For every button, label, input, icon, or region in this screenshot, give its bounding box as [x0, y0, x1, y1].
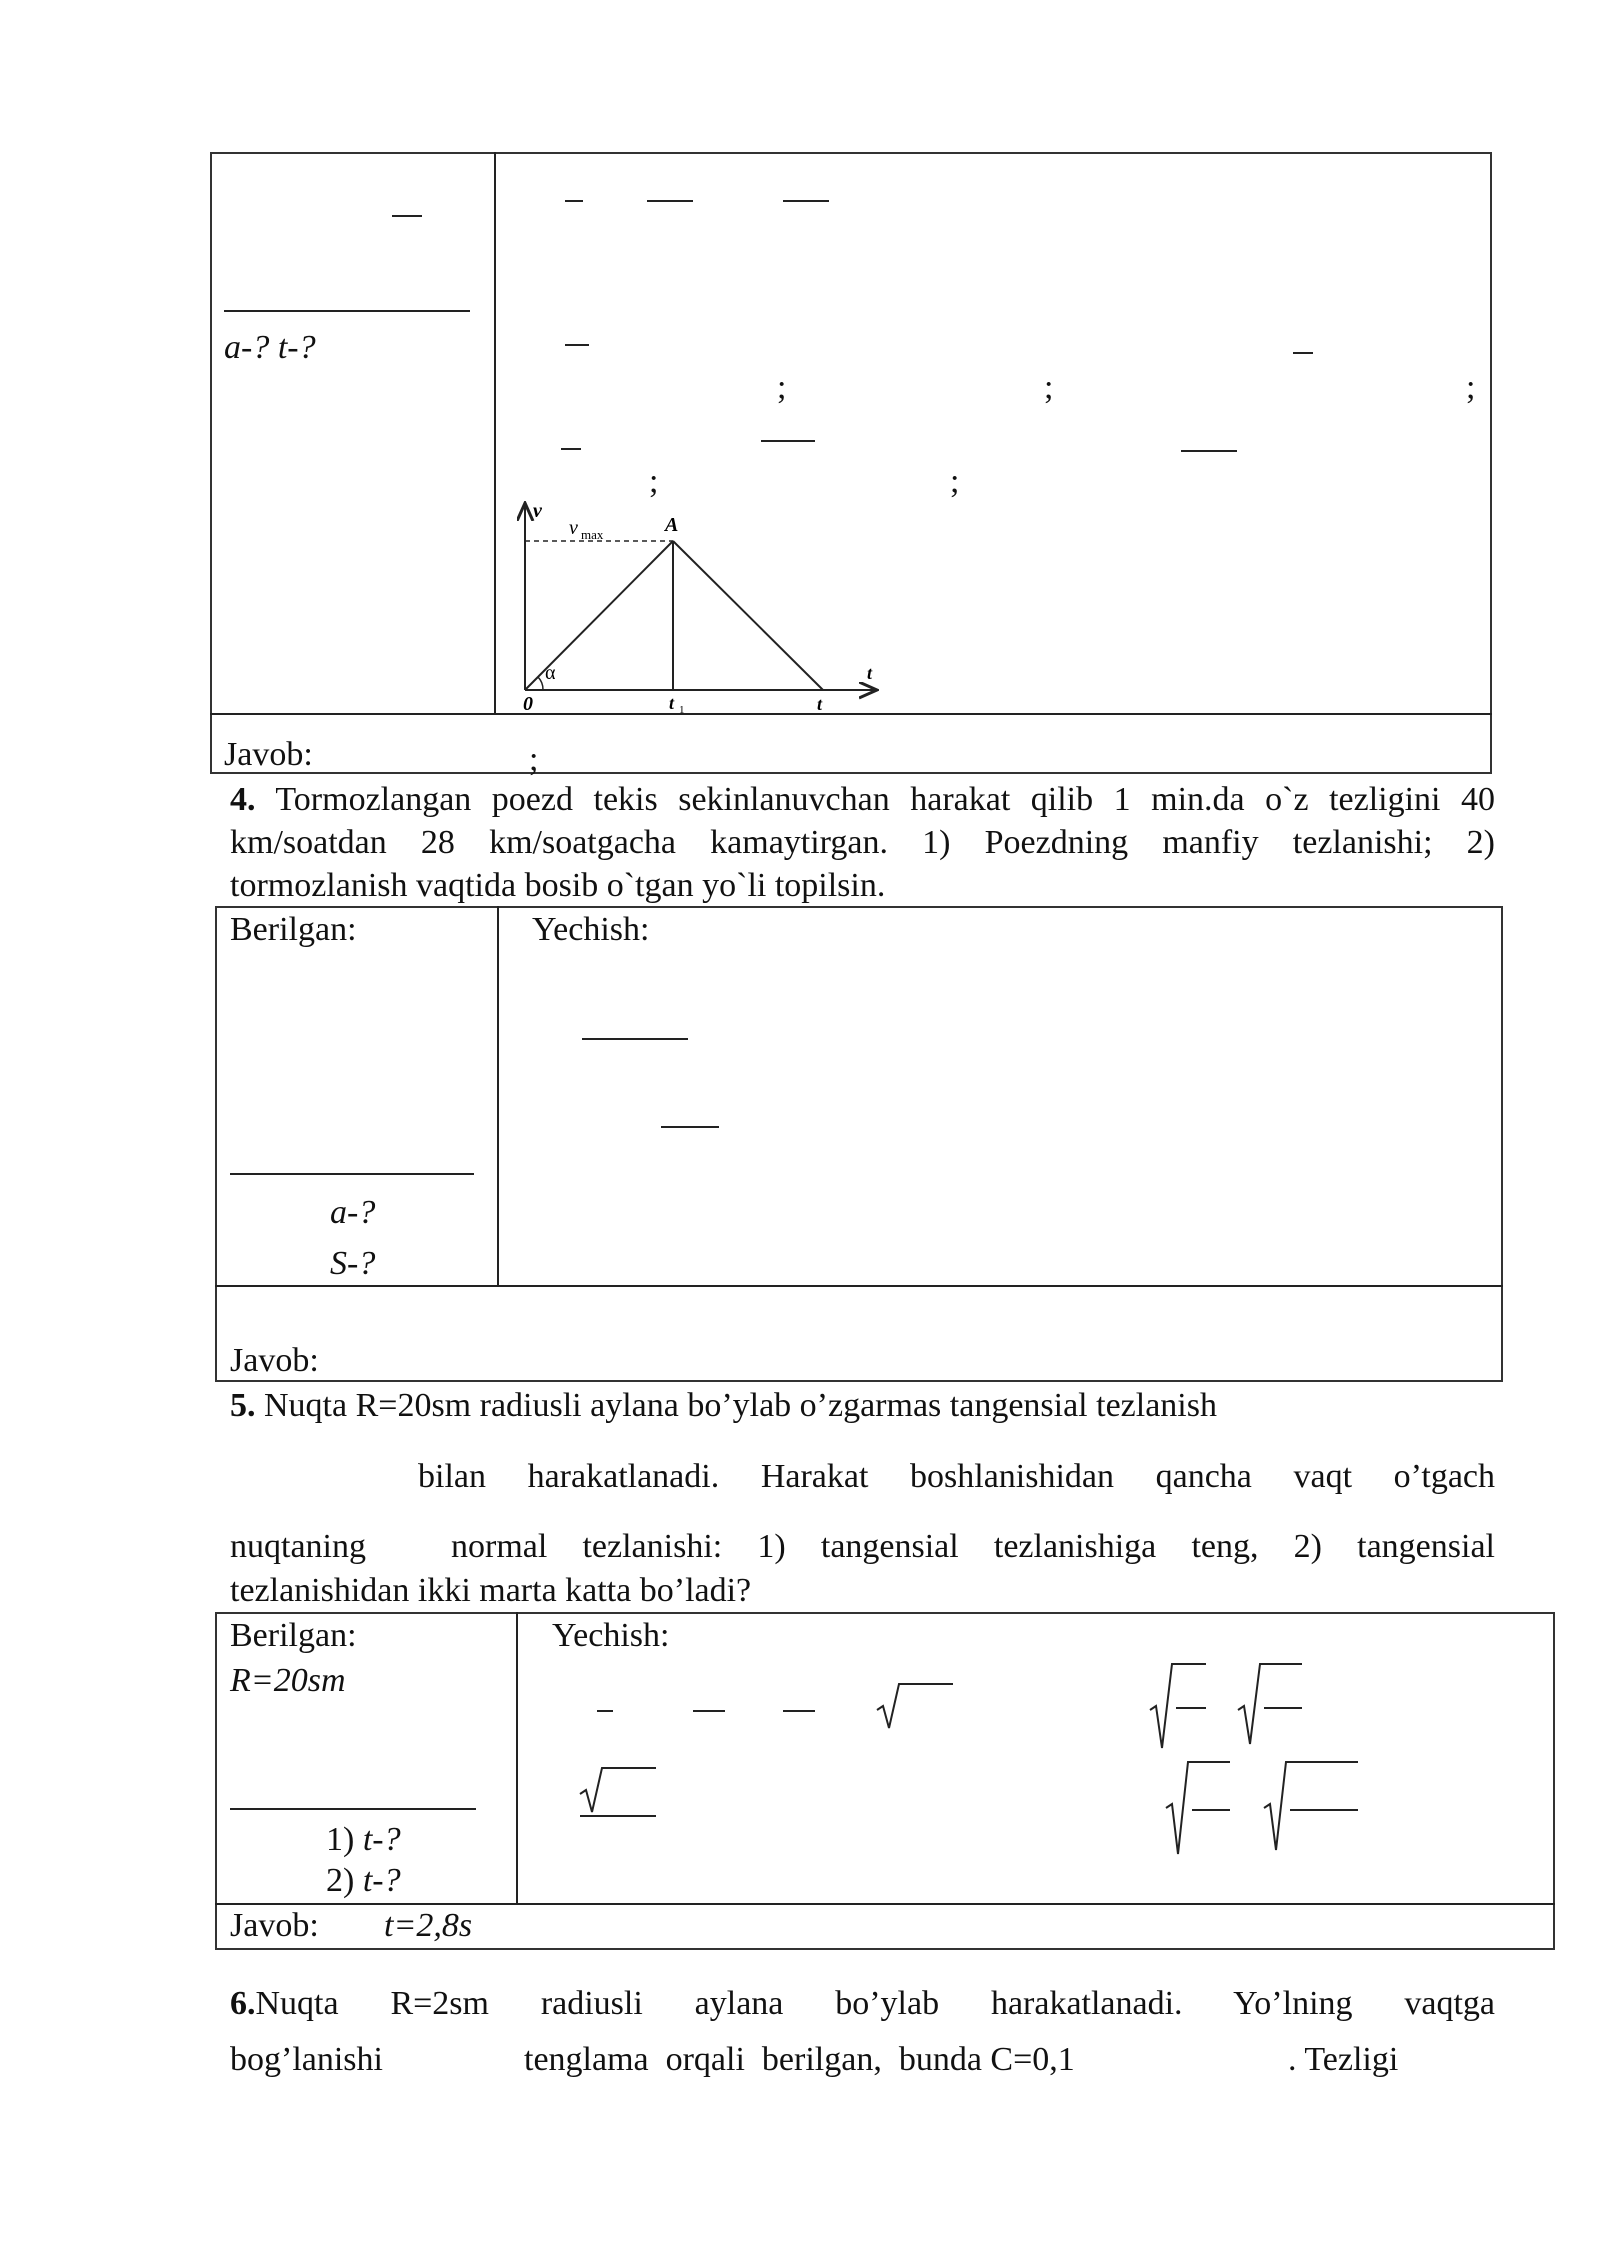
t1-label: t [669, 693, 675, 713]
solution-fraction-bar [565, 344, 589, 346]
problem6-line2c: . Tezligi [1288, 2041, 1399, 2078]
problem5-given-radius: R=20sm [230, 1662, 346, 1699]
radical-sign [578, 1760, 658, 1820]
vmax-label: v [569, 517, 578, 539]
problem6-line2a: bog’lanishi [230, 2041, 383, 2078]
problem3-answer-separator: ; [529, 741, 539, 778]
t1-subscript: 1 [679, 704, 685, 715]
solution-fraction-bar [1293, 352, 1313, 354]
solution-fraction-bar [661, 1126, 719, 1128]
problem5-answer-divider [215, 1903, 1555, 1905]
x-axis-label: t [867, 663, 873, 683]
problem5-answer-label: Javob: [230, 1907, 319, 1944]
problem3-answer-label: Javob: [224, 736, 313, 773]
semicolon: ; [1044, 369, 1054, 406]
problem5-text-line4: tezlanishidan ikki marta katta bo’ladi? [230, 1572, 752, 1609]
problem4-answer-label: Javob: [230, 1342, 319, 1379]
solution-fraction-bar [693, 1710, 725, 1712]
unknown2-text: t-? [362, 1862, 401, 1899]
problem4-column-divider [497, 906, 499, 1286]
given-separator-line [224, 310, 470, 312]
velocity-time-graph [505, 495, 885, 715]
problem5-answer-value: t=2,8s [384, 1907, 473, 1944]
solution-fraction-bar [597, 1710, 613, 1712]
solution-fraction-bar [783, 200, 829, 202]
problem4-solution-label: Yechish: [532, 911, 650, 948]
given-separator-line [230, 1808, 476, 1810]
vmax-subscript: max [581, 527, 604, 542]
given-separator-line [230, 1173, 474, 1175]
problem6-number: 6. [230, 1985, 256, 2022]
unknown1-text: t-? [362, 1821, 401, 1858]
angle-arc [538, 677, 543, 690]
origin-label: 0 [523, 693, 533, 715]
solution-fraction-bar [783, 1710, 815, 1712]
problem3-unknowns: a-? t-? [224, 329, 316, 366]
problem4-table [215, 906, 1503, 1382]
solution-fraction-bar [561, 448, 581, 450]
semicolon: ; [950, 463, 960, 500]
problem4-given-label: Berilgan: [230, 911, 357, 948]
solution-fraction-bar [761, 440, 815, 442]
problem5-statement-line1 [230, 1386, 1217, 1426]
unknown1-number: 1) [326, 1821, 355, 1858]
solution-fraction-bar [647, 200, 693, 202]
problem5-number: 5. [230, 1387, 256, 1424]
radical-sign [1262, 1758, 1362, 1858]
problem4-text-line2: km/soatdan 28 km/soatgacha kamaytirgan. 1) Poezdning manfiy tezlanishi; 2) [230, 824, 1495, 861]
semicolon: ; [1466, 369, 1476, 406]
solution-fraction-bar [582, 1038, 688, 1040]
problem4-text-line3: tormozlanish vaqtida bosib o`tgan yo`li topilsin. [230, 867, 886, 904]
problem5-unknown2 [326, 1861, 401, 1901]
solution-fraction-bar [565, 200, 583, 202]
decelerating-segment [673, 541, 823, 690]
given-fraction-bar [392, 215, 422, 217]
semicolon: ; [649, 463, 659, 500]
problem6-line2b: tenglama orqali berilgan, bunda C=0,1 [524, 2041, 1075, 2078]
problem3-column-divider [494, 152, 496, 714]
problem5-text-line1: Nuqta R=20sm radiusli aylana bo’ylab o’zgarmas tangensial tezlanish [264, 1387, 1217, 1424]
problem5-given-label: Berilgan: [230, 1617, 357, 1654]
problem5-text-line3b: normal tezlanishi: 1) tangensial tezlanishiga teng, 2) tangensial [451, 1528, 1495, 1565]
problem5-text-line3a: nuqtaning [230, 1528, 366, 1565]
t-end-label: t [817, 694, 823, 714]
problem4-unknown-s: S-? [330, 1245, 376, 1282]
problem4-unknown-a: a-? [330, 1194, 376, 1231]
solution-fraction-bar [1181, 450, 1237, 452]
problem4-number: 4. [230, 781, 256, 818]
radical-sign [1164, 1758, 1234, 1858]
problem4-answer-divider [215, 1285, 1503, 1287]
radical-sign [1148, 1660, 1208, 1750]
radical-sign [1236, 1660, 1306, 1750]
problem5-column-divider [516, 1612, 518, 1904]
angle-label: α [545, 662, 556, 684]
semicolon: ; [777, 369, 787, 406]
radical-sign [875, 1676, 955, 1736]
problem6-line1: Nuqta R=2sm radiusli aylana bo’ylab harakatlanadi. Yo’lning vaqtga [255, 1985, 1495, 2022]
problem5-solution-label: Yechish: [552, 1617, 670, 1654]
problem5-unknown1 [326, 1820, 401, 1860]
unknown2-number: 2) [326, 1862, 355, 1899]
problem4-text-line1: Tormozlangan poezd tekis sekinlanuvchan harakat qilib 1 min.da o`z tezligini 40 [275, 781, 1495, 818]
problem5-text-line2: bilan harakatlanadi. Harakat boshlanishidan qancha vaqt o’tgach [418, 1458, 1495, 1495]
problem6-statement-line1 [230, 1984, 1495, 2024]
y-axis-label: v [533, 500, 542, 522]
problem4-statement-line1 [230, 780, 1495, 820]
apex-label: A [665, 514, 679, 536]
